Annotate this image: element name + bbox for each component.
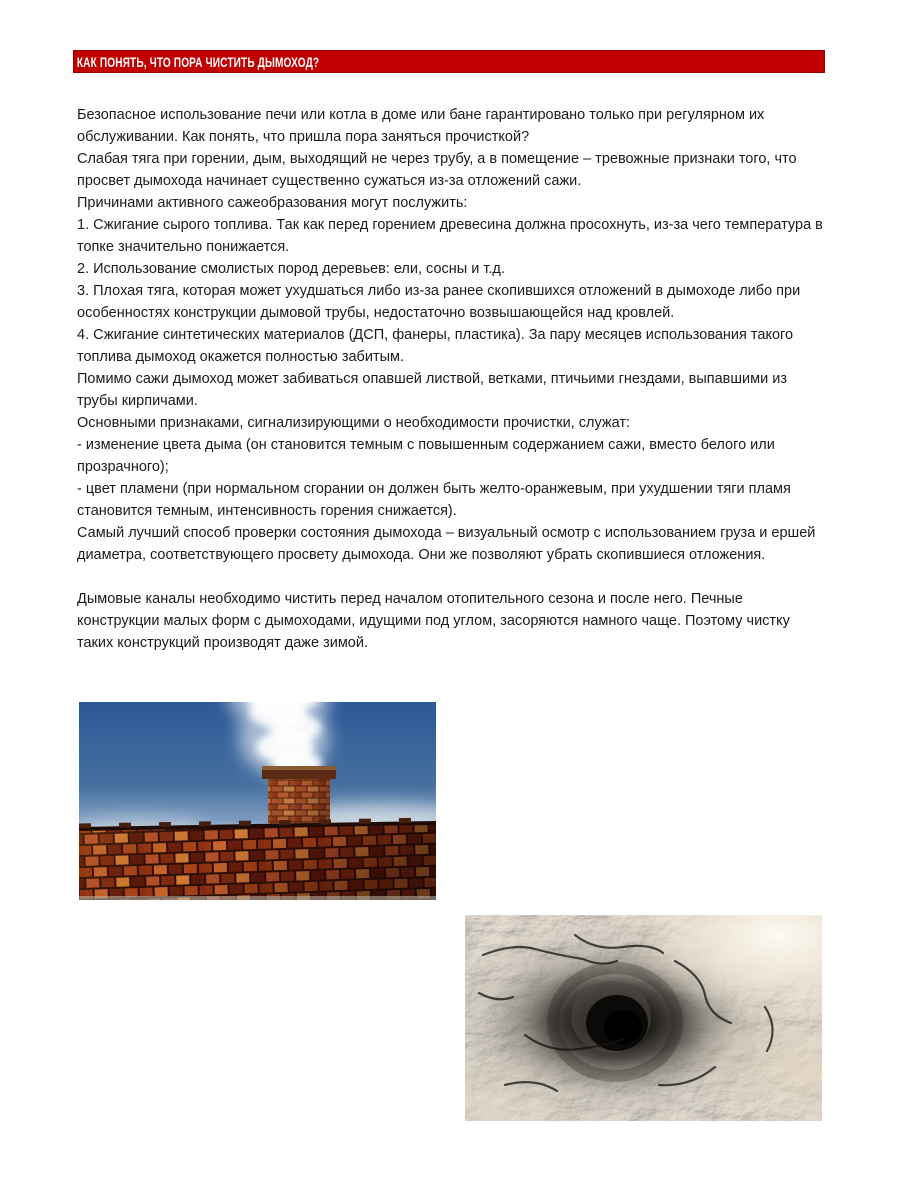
- paragraph-intro: Безопасное использование печи или котла в доме или бане гарантировано только при регулярном их обслуживании. Как понять, что пришла пора заняться прочисткой?: [77, 107, 765, 145]
- paragraph-causes-heading: Причинами активного сажеобразования могут послужить:: [77, 195, 468, 211]
- document-title: КАК ПОНЯТЬ, ЧТО ПОРА ЧИСТИТЬ ДЫМОХОД?: [76, 53, 320, 70]
- paragraph-when-to-clean: Дымовые каналы необходимо чистить перед началом отопительного сезона и после него. Печные конструкции малых форм с дымоходами, идущими под углом, засоряются намного чаще. Поэтому чистку таких конструкций производят даже зимой.: [77, 591, 790, 651]
- roof-chimney-smoke-photo: [79, 702, 436, 900]
- sooty-chimney-flue-photo: [465, 915, 822, 1121]
- bullet-smoke-color: - изменение цвета дыма (он становится темным с повышенным содержанием сажи, вместо белого или прозрачного);: [77, 437, 775, 475]
- bullet-flame-color: - цвет пламени (при нормальном сгорании он должен быть желто-оранжевым, при ухудшении тяги пламя становится темным, интенсивность горения снижается).: [77, 481, 791, 519]
- paragraph-inspection: Самый лучший способ проверки состояния дымохода – визуальный осмотр с использованием груза и ершей диаметра, соответствующего просвету дымохода. Они же позволяют убрать скопившиеся отложения.: [77, 525, 816, 563]
- list-item-1: 1. Сжигание сырого топлива. Так как перед горением древесина должна просохнуть, из-за чего температура в топке значительно понижается.: [77, 217, 823, 255]
- paragraph-signs-heading: Основными признаками, сигнализирующими о необходимости прочистки, служат:: [77, 415, 631, 431]
- list-item-3: 3. Плохая тяга, которая может ухудшаться либо из-за ранее скопившихся отложений в дымоходе либо при особенностях конструкции дымовой трубы, недостаточно возвышающейся над кровлей.: [77, 283, 801, 321]
- document-title-bar: [73, 50, 825, 73]
- list-item-4: 4. Сжигание синтетических материалов (ДСП, фанеры, пластика). За пару месяцев использования такого топлива дымоход окажется полностью забитым.: [77, 327, 794, 365]
- article-body: [77, 104, 825, 654]
- list-item-2: 2. Использование смолистых пород деревьев: ели, сосны и т.д.: [77, 261, 505, 277]
- paragraph-weak-draft: Слабая тяга при горении, дым, выходящий не через трубу, а в помещение – тревожные признаки того, что просвет дымохода начинает существенно сужаться из-за отложений сажи.: [77, 151, 797, 189]
- paragraph-debris: Помимо сажи дымоход может забиваться опавшей листвой, ветками, птичьими гнездами, выпавшими из трубы кирпичами.: [77, 371, 787, 409]
